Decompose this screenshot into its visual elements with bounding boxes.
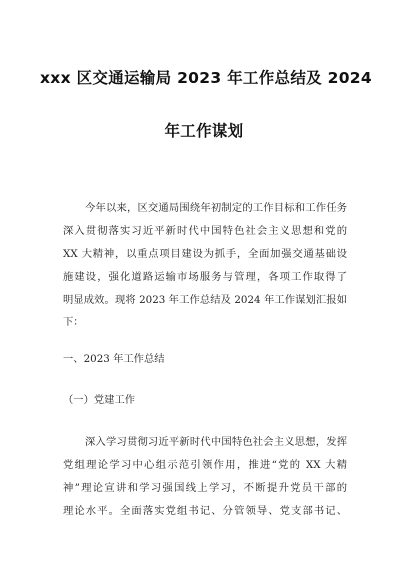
party-paragraph-line: 党组理论学习中心组示范引领作用，推进“党的 XX 大精	[63, 459, 347, 471]
intro-paragraph-line: 深入贯彻落实习近平新时代中国特色社会主义思想和党的	[63, 225, 347, 237]
party-paragraph-line: 深入学习贯彻习近平新时代中国特色社会主义思想，发挥	[85, 436, 347, 448]
document-title-line-2: 年工作谋划	[164, 122, 244, 140]
intro-paragraph-line: 今年以来，区交通局围绕年初制定的工作目标和工作任务	[85, 202, 347, 214]
intro-paragraph-line: 施建设，强化道路运输市场服务与管理，各项工作取得了	[63, 271, 347, 283]
party-paragraph-line: 理论水平。全面落实党组书记、分管领导、党支部书记、	[63, 505, 347, 517]
intro-paragraph-line: XX 大精神，以重点项目建设为抓手，全面加强交通基础设	[63, 248, 347, 260]
intro-paragraph-line: 明显成效。现将 2023 年工作总结及 2024 年工作谋划汇报如	[63, 294, 347, 306]
section-heading: 一、2023 年工作总结	[63, 353, 165, 365]
party-paragraph-line: 神”理论宣讲和学习强国线上学习，不断提升党员干部的	[63, 482, 347, 494]
subsection-heading: （一）党建工作	[63, 394, 136, 406]
document-title-line-1: xxx 区交通运输局 2023 年工作总结及 2024	[40, 69, 372, 87]
intro-paragraph-line: 下：	[63, 316, 84, 328]
